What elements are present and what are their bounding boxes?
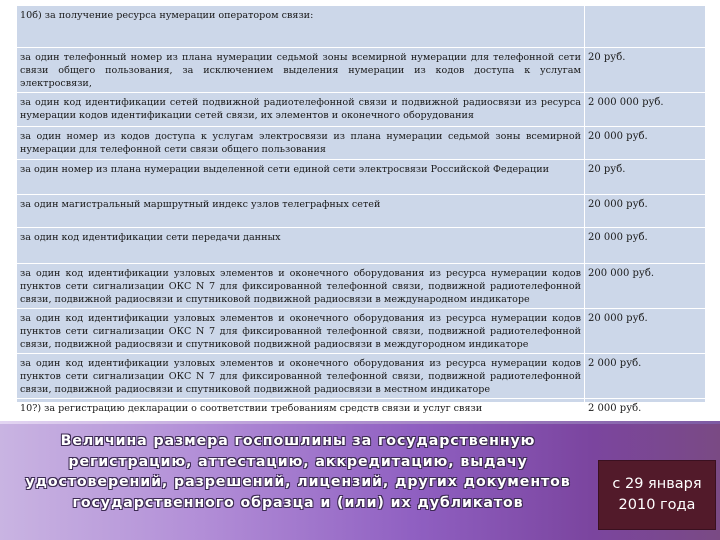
- banner-line: государственного образца и (или) их дубликатов: [72, 494, 524, 511]
- row-description: за один магистральный маршрутный индекс узлов телеграфных сетей: [17, 195, 585, 228]
- row-price: 20 000 руб.: [585, 228, 706, 264]
- row-description: 10б) за получение ресурса нумерации оператором связи:: [17, 6, 585, 48]
- row-price: [585, 6, 706, 48]
- table-row: [17, 354, 706, 399]
- table-row: [17, 160, 706, 195]
- row-price: 20 000 руб.: [585, 309, 706, 354]
- row-description: за один код идентификации узловых элементов и оконечного оборудования из ресурса нумерации кодов пунктов сети сигнализации ОКС N 7 для фиксированной телефонной связи, подвижной радиотелефонной связи, подвижной радиосвязи и спутниковой подвижной радиосвязи в междугородном индикаторе: [17, 309, 585, 354]
- banner-heading: [14, 431, 582, 513]
- table-row: [17, 399, 706, 418]
- row-price: 20 руб.: [585, 160, 706, 195]
- table-row: [17, 127, 706, 160]
- row-price: 200 000 руб.: [585, 264, 706, 309]
- row-description: за один код идентификации сетей подвижной радиотелефонной связи и подвижной радиосвязи из ресурса нумерации кодов идентификации сетей связи, их элементов и оконечного оборудования: [17, 93, 585, 127]
- table-row: [17, 48, 706, 93]
- row-price: 20 000 руб.: [585, 195, 706, 228]
- date-line: с 29 января: [612, 476, 702, 492]
- row-price: 2 000 руб.: [585, 354, 706, 399]
- table-row: [17, 309, 706, 354]
- row-description: за один код идентификации узловых элементов и оконечного оборудования из ресурса нумерации кодов пунктов сети сигнализации ОКС N 7 для фиксированной телефонной связи, подвижной радиотелефонной связи, подвижной радиосвязи и спутниковой подвижной радиосвязи в местном индикаторе: [17, 354, 585, 399]
- table-row: [17, 228, 706, 264]
- row-price: 2 000 000 руб.: [585, 93, 706, 127]
- row-description: за один номер из кодов доступа к услугам электросвязи из плана нумерации седьмой зоны всемирной нумерации для телефонной сети связи общего пользования: [17, 127, 585, 160]
- row-description: за один телефонный номер из плана нумерации седьмой зоны всемирной нумерации для телефонной сети связи общего пользования, за исключением выделения нумерации из кодов доступа к услугам электросвязи,: [17, 48, 585, 93]
- fee-table: [16, 5, 705, 414]
- banner-line: регистрацию, аттестацию, аккредитацию, выдачу: [68, 453, 528, 470]
- row-price: 20 000 руб.: [585, 127, 706, 160]
- row-price: 20 руб.: [585, 48, 706, 93]
- table-row: [17, 6, 706, 48]
- banner-line: Величина размера госпошлины за государственную: [60, 433, 536, 449]
- row-price: 2 000 руб.: [585, 399, 706, 418]
- table-row: [17, 264, 706, 309]
- table-row: [17, 93, 706, 127]
- row-description: 10?) за регистрацию декларации о соответствии требованиям средств связи и услуг связи: [17, 399, 585, 418]
- effective-date-badge: [598, 460, 716, 530]
- date-line: 2010 года: [618, 497, 696, 513]
- banner-line: удостоверений, разрешений, лицензий, других документов: [25, 474, 571, 490]
- table-row: [17, 195, 706, 228]
- row-description: за один код идентификации узловых элементов и оконечного оборудования из ресурса нумерации кодов пунктов сети сигнализации ОКС N 7 для фиксированной телефонной связи, подвижной радиотелефонной связи, подвижной радиосвязи и спутниковой подвижной радиосвязи в международном индикаторе: [17, 264, 585, 309]
- row-description: за один код идентификации сети передачи данных: [17, 228, 585, 264]
- row-description: за один номер из плана нумерации выделенной сети единой сети электросвязи Российской Федерации: [17, 160, 585, 195]
